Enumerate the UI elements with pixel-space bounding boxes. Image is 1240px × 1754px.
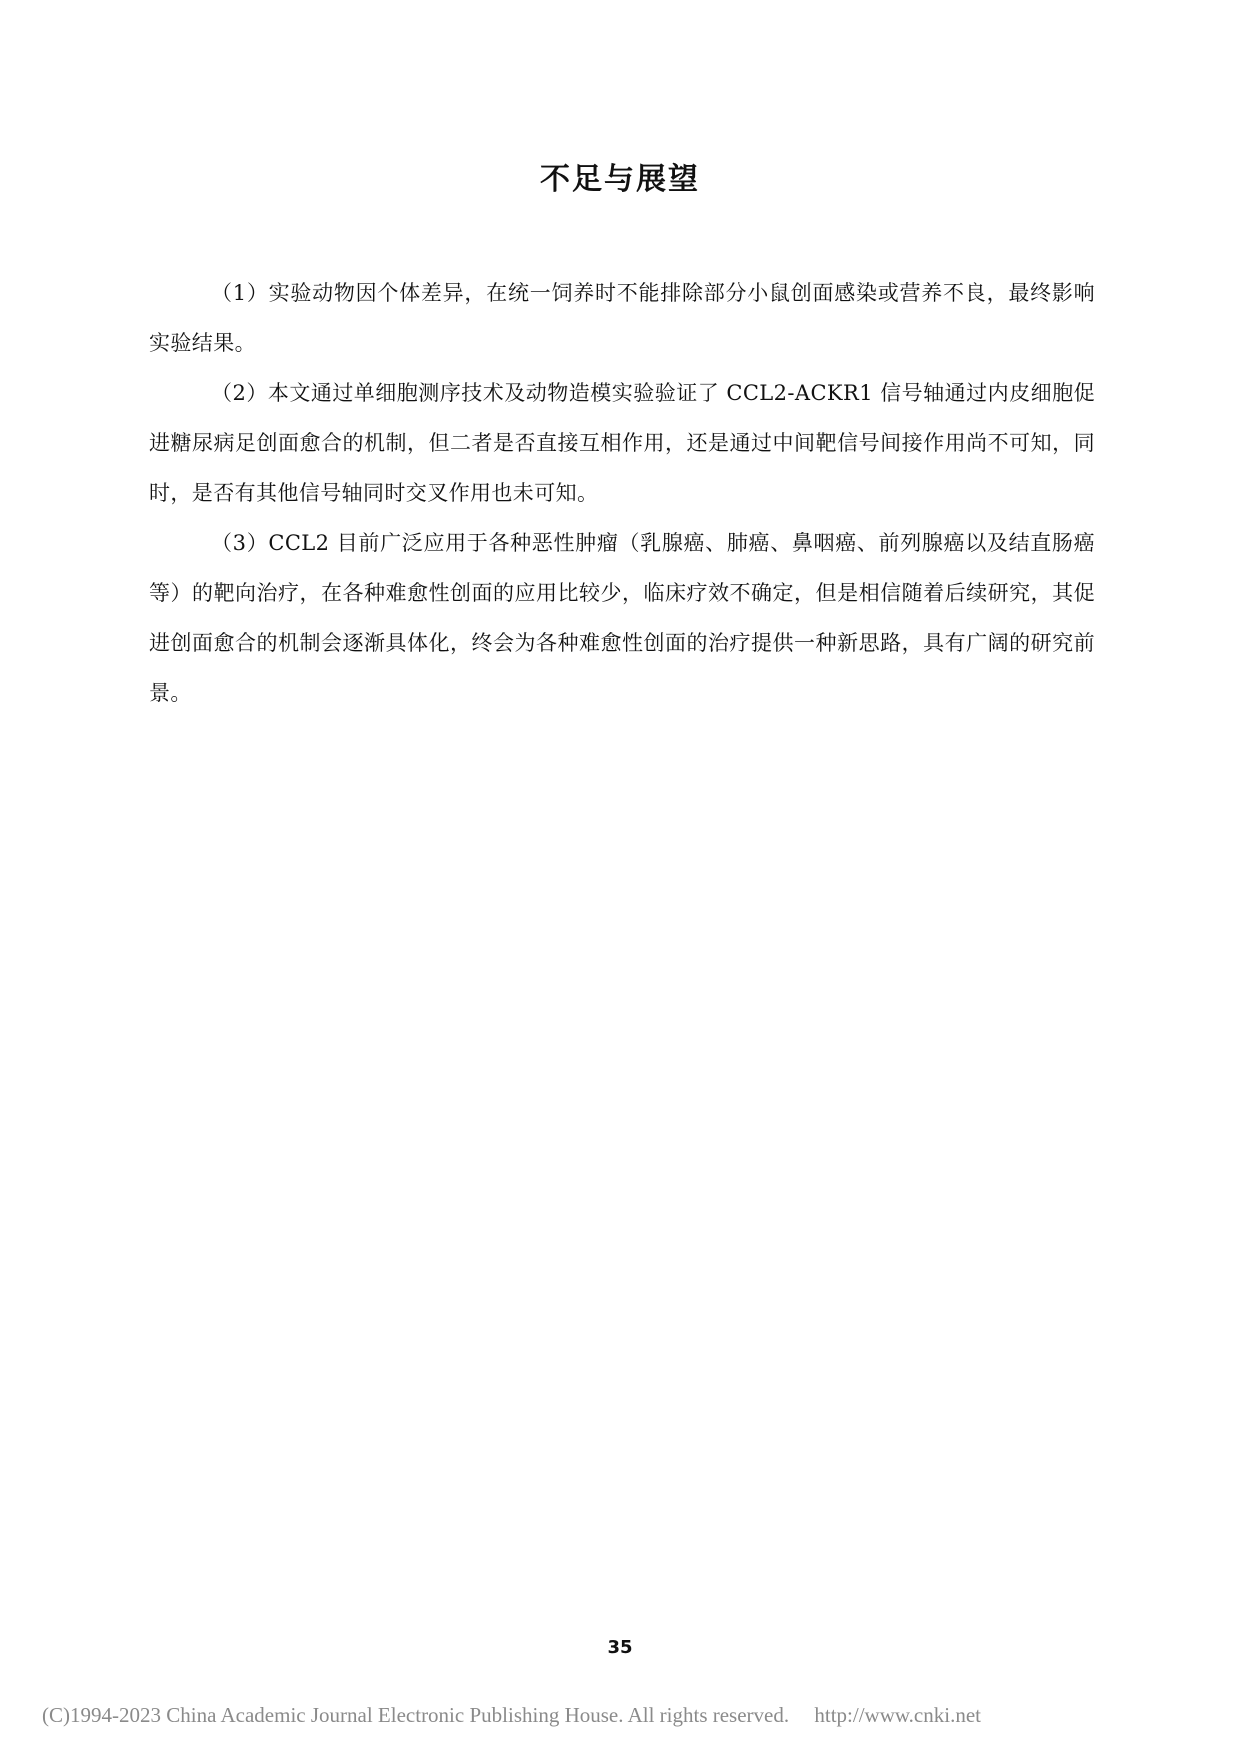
body-text bbox=[149, 268, 1095, 718]
copyright-text: (C)1994-2023 China Academic Journal Electronic Publishing House. All rights reserved. bbox=[42, 1703, 790, 1727]
paragraph-1: （1）实验动物因个体差异，在统一饲养时不能排除部分小鼠创面感染或营养不良，最终影响实验结果。 bbox=[149, 281, 1095, 355]
paragraph-2: （2）本文通过单细胞测序技术及动物造模实验验证了 CCL2-ACKR1 信号轴通过内皮细胞促进糖尿病足创面愈合的机制，但二者是否直接互相作用，还是通过中间靶信号间接作用尚不可知，同时，是否有其他信号轴同时交叉作用也未可知。 bbox=[149, 381, 1095, 505]
cnki-url: http://www.cnki.net bbox=[814, 1703, 981, 1727]
paragraph-3: （3）CCL2 目前广泛应用于各种恶性肿瘤（乳腺癌、肺癌、鼻咽癌、前列腺癌以及结直肠癌等）的靶向治疗，在各种难愈性创面的应用比较少，临床疗效不确定，但是相信随着后续研究，其促进创面愈合的机制会逐渐具体化，终会为各种难愈性创面的治疗提供一种新思路，具有广阔的研究前景。 bbox=[149, 531, 1095, 705]
section-title: 不足与展望 bbox=[540, 162, 700, 197]
page-number: 35 bbox=[607, 1637, 633, 1658]
copyright-footer bbox=[42, 1701, 1222, 1729]
